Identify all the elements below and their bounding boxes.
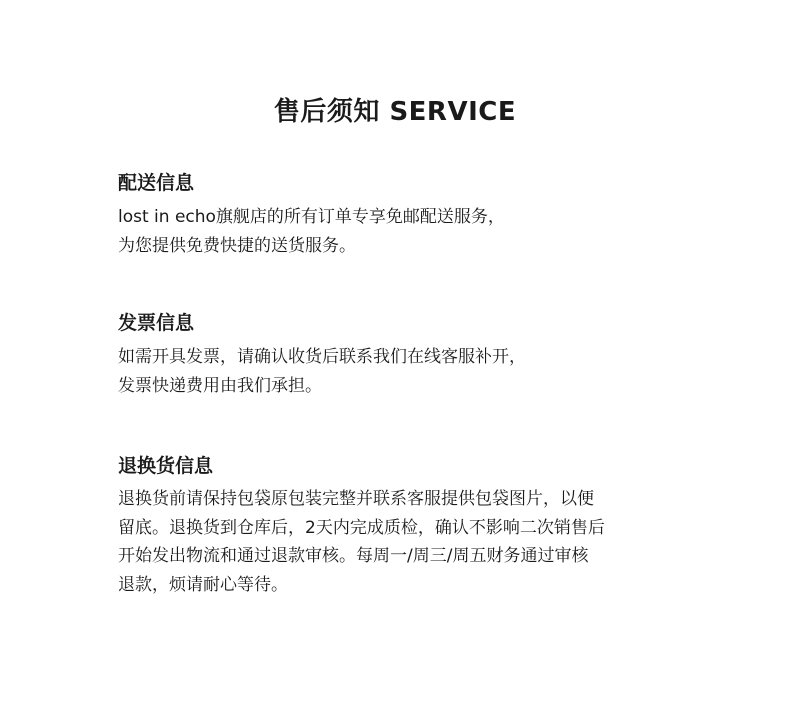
returns-info-line: 退款，烦请耐心等待。 (118, 574, 288, 595)
returns-info-line: 留底。退换货到仓库后，2天内完成质检，确认不影响二次销售后 (118, 517, 605, 538)
invoice-info-line: 如需开具发票，请确认收货后联系我们在线客服补开， (118, 347, 526, 367)
returns-info-section (118, 453, 718, 599)
returns-info-heading: 退换货信息 (118, 455, 214, 477)
returns-info-line: 开始发出物流和通过退款审核。每周一/周三/周五财务通过审核 (118, 546, 589, 566)
invoice-info-text (118, 343, 718, 400)
invoice-info-heading: 发票信息 (118, 312, 195, 334)
returns-info-line: 退换货前请保持包袋原包装完整并联系客服提供包袋图片，以便 (118, 489, 594, 509)
delivery-info-line: lost in echo旗舰店的所有订单专享免邮配送服务， (118, 207, 505, 227)
invoice-info-line: 发票快递费用由我们承担。 (118, 375, 322, 396)
invoice-info-section (118, 310, 718, 400)
delivery-info-line: 为您提供免费快捷的送货服务。 (118, 235, 356, 256)
delivery-info-heading: 配送信息 (118, 172, 195, 194)
returns-info-text (118, 485, 718, 599)
delivery-info-section (118, 170, 718, 260)
delivery-info-text (118, 203, 718, 260)
page-title: 售后须知 SERVICE (273, 97, 517, 127)
